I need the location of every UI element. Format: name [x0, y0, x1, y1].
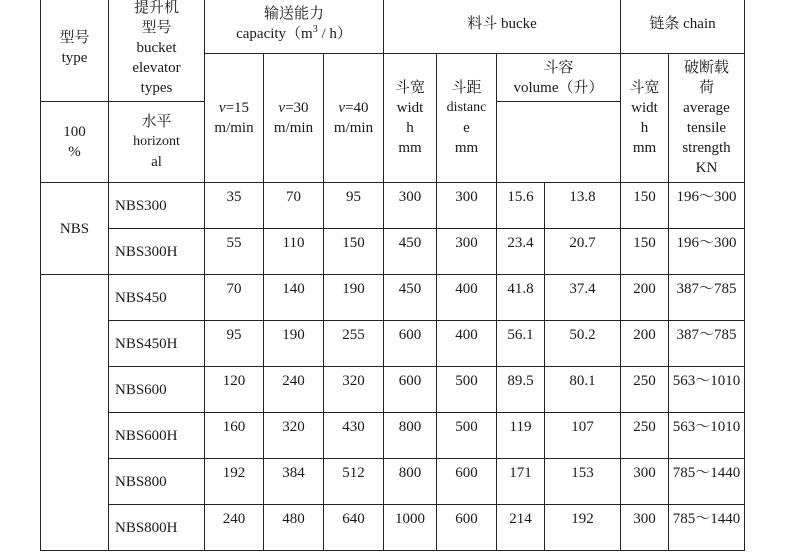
cell-v15: 70 — [205, 275, 264, 321]
header-volume-100-l1: 100 — [63, 124, 86, 140]
cell-pitch: 600 — [437, 459, 497, 505]
header-chain-width — [621, 54, 669, 183]
header-speed-15-v: v — [218, 100, 226, 116]
cell-chainw: 250 — [621, 367, 669, 413]
cell-v15: 35 — [205, 183, 264, 229]
header-volume-en: volume（升） — [513, 79, 604, 96]
cell-v15: 120 — [205, 367, 264, 413]
cell-v40: 255 — [324, 321, 384, 367]
cell-pitch: 300 — [437, 183, 497, 229]
cell-v30: 480 — [264, 505, 324, 551]
cell-chainw: 250 — [621, 413, 669, 459]
cell-pitch: 400 — [437, 321, 497, 367]
cell-v40: 150 — [324, 229, 384, 275]
header-capacity-en — [205, 24, 383, 44]
header-strength-en1: average — [683, 100, 730, 116]
cell-volh: 20.7 — [545, 229, 621, 275]
header-speed-40-unit: m/min — [333, 120, 374, 136]
table-row — [41, 459, 745, 505]
cell-pitch: 600 — [437, 505, 497, 551]
cell-v30: 320 — [264, 413, 324, 459]
cell-width: 600 — [384, 367, 437, 413]
header-speed-40 — [324, 54, 384, 183]
cell-v40: 512 — [324, 459, 384, 505]
cell-chainw: 300 — [621, 459, 669, 505]
header-speed-40-v: v — [338, 100, 346, 116]
header-bucket-pitch — [437, 54, 497, 183]
cell-v40: 95 — [324, 183, 384, 229]
cell-v15: 240 — [205, 505, 264, 551]
cell-vol100: 89.5 — [497, 367, 545, 413]
cell-volh: 80.1 — [545, 367, 621, 413]
cell-strength: 387～785 — [669, 321, 745, 367]
cell-volh: 107 — [545, 413, 621, 459]
header-chain-width-en1: widt — [631, 100, 658, 116]
header-volume-horizontal-en1: horizont — [133, 134, 180, 149]
cell-pitch: 500 — [437, 413, 497, 459]
header-bucket-label: 料斗 bucke — [467, 16, 537, 32]
spec-table-container — [40, 0, 745, 551]
cell-strength: 196～300 — [669, 229, 745, 275]
cell-volh: 37.4 — [545, 275, 621, 321]
cell-vol100: 15.6 — [497, 183, 545, 229]
header-speed-15-unit: m/min — [214, 120, 254, 136]
header-volume — [497, 54, 621, 102]
header-speed-15-eq: =15 — [225, 100, 250, 116]
table-row — [41, 367, 745, 413]
model-cell: NBS300H — [109, 229, 205, 275]
header-capacity-sup: 3 — [312, 24, 318, 35]
cell-v30: 190 — [264, 321, 324, 367]
header-speed-30-unit: m/min — [273, 120, 314, 136]
model-cell: NBS450H — [109, 321, 205, 367]
cell-strength: 387～785 — [669, 275, 745, 321]
model-cell: NBS450 — [109, 275, 205, 321]
model-cell: NBS800H — [109, 505, 205, 551]
header-bucket-width-cn: 斗宽 — [394, 80, 425, 96]
cell-chainw: 200 — [621, 275, 669, 321]
header-type-en: type — [61, 50, 88, 66]
cell-chainw: 200 — [621, 321, 669, 367]
header-speed-15 — [205, 54, 264, 183]
group-type-cell: NBS — [41, 183, 109, 275]
cell-strength: 563～1010 — [669, 413, 745, 459]
table-row — [41, 413, 745, 459]
header-strength-cn2: 荷 — [698, 80, 714, 96]
cell-strength: 563～1010 — [669, 367, 745, 413]
header-bucket-pitch-cn: 斗距 — [451, 80, 482, 96]
header-bucket-pitch-en1: distanc — [446, 100, 487, 115]
cell-vol100: 56.1 — [497, 321, 545, 367]
cell-vol100: 119 — [497, 413, 545, 459]
header-capacity-cn: 输送能力 — [263, 6, 324, 22]
cell-vol100: 171 — [497, 459, 545, 505]
header-capacity-en-suffix: / h） — [317, 26, 352, 42]
cell-volh: 50.2 — [545, 321, 621, 367]
header-elevator-types — [109, 0, 205, 102]
header-chain-width-cn: 斗宽 — [629, 80, 660, 96]
cell-pitch: 400 — [437, 275, 497, 321]
header-bucket — [384, 0, 621, 54]
cell-width: 450 — [384, 229, 437, 275]
cell-width: 800 — [384, 459, 437, 505]
model-cell: NBS800 — [109, 459, 205, 505]
header-volume-100-l2: % — [68, 144, 81, 160]
table-row — [41, 183, 745, 229]
header-chain-strength — [669, 54, 745, 183]
cell-pitch: 300 — [437, 229, 497, 275]
cell-strength: 785～1440 — [669, 505, 745, 551]
cell-volh: 192 — [545, 505, 621, 551]
header-speed-30-eq: =30 — [285, 100, 309, 116]
header-bucket-pitch-unit: mm — [454, 140, 479, 156]
header-strength-en4: KN — [695, 160, 718, 176]
cell-width: 600 — [384, 321, 437, 367]
cell-width: 450 — [384, 275, 437, 321]
header-capacity-en-prefix: capacity（m — [236, 26, 313, 42]
cell-v15: 160 — [205, 413, 264, 459]
cell-v30: 140 — [264, 275, 324, 321]
cell-v30: 110 — [264, 229, 324, 275]
header-bucket-width-en1: widt — [396, 100, 424, 116]
header-chain-width-unit: mm — [632, 140, 657, 156]
header-volume-horizontal — [109, 102, 205, 183]
cell-v40: 190 — [324, 275, 384, 321]
cell-volh: 153 — [545, 459, 621, 505]
cell-vol100: 41.8 — [497, 275, 545, 321]
header-type — [41, 0, 109, 102]
header-elevator-cn1: 提升机 — [133, 0, 179, 16]
header-elevator-en1: bucket — [136, 40, 177, 56]
cell-volh: 13.8 — [545, 183, 621, 229]
header-strength-en2: tensile — [686, 120, 727, 136]
cell-v40: 430 — [324, 413, 384, 459]
header-elevator-cn2: 型号 — [141, 20, 172, 36]
cell-strength: 785～1440 — [669, 459, 745, 505]
header-volume-100 — [41, 102, 109, 183]
cell-pitch: 500 — [437, 367, 497, 413]
table-row — [41, 275, 745, 321]
header-bucket-width-en2: h — [406, 120, 414, 136]
cell-vol100: 23.4 — [497, 229, 545, 275]
header-volume-cn: 斗容 — [543, 59, 574, 76]
cell-v30: 384 — [264, 459, 324, 505]
group-type-cell — [41, 275, 109, 551]
header-strength-cn1: 破断载 — [683, 60, 729, 76]
model-cell: NBS600H — [109, 413, 205, 459]
cell-width: 800 — [384, 413, 437, 459]
header-elevator-en3: types — [140, 80, 173, 96]
cell-width: 300 — [384, 183, 437, 229]
header-speed-30 — [264, 54, 324, 183]
cell-strength: 196～300 — [669, 183, 745, 229]
header-speed-30-v: v — [278, 100, 286, 116]
model-cell: NBS300 — [109, 183, 205, 229]
header-row-1 — [41, 0, 745, 54]
header-bucket-width-unit: mm — [398, 140, 422, 156]
header-volume-horizontal-en2: al — [151, 154, 162, 170]
cell-v15: 95 — [205, 321, 264, 367]
cell-chainw: 300 — [621, 505, 669, 551]
header-strength-en3: strength — [682, 140, 731, 156]
cell-v40: 640 — [324, 505, 384, 551]
cell-v15: 55 — [205, 229, 264, 275]
cell-v30: 70 — [264, 183, 324, 229]
table-row — [41, 321, 745, 367]
header-chain — [621, 0, 745, 54]
cell-vol100: 214 — [497, 505, 545, 551]
header-volume-horizontal-cn: 水平 — [141, 114, 172, 130]
cell-chainw: 150 — [621, 183, 669, 229]
header-capacity — [205, 0, 384, 54]
cell-v40: 320 — [324, 367, 384, 413]
model-cell: NBS600 — [109, 367, 205, 413]
header-elevator-en2: elevator — [132, 60, 181, 76]
table-row — [41, 505, 745, 551]
table-row — [41, 229, 745, 275]
cell-chainw: 150 — [621, 229, 669, 275]
elevator-spec-table — [40, 0, 745, 551]
header-speed-40-eq: =40 — [345, 100, 369, 116]
header-type-cn: 型号 — [59, 30, 90, 46]
cell-v15: 192 — [205, 459, 264, 505]
header-chain-width-en2: h — [640, 120, 649, 136]
header-bucket-pitch-en2: e — [463, 120, 470, 136]
cell-width: 1000 — [384, 505, 437, 551]
header-chain-label: 链条 chain — [649, 16, 716, 32]
header-bucket-width — [384, 54, 437, 183]
cell-v30: 240 — [264, 367, 324, 413]
